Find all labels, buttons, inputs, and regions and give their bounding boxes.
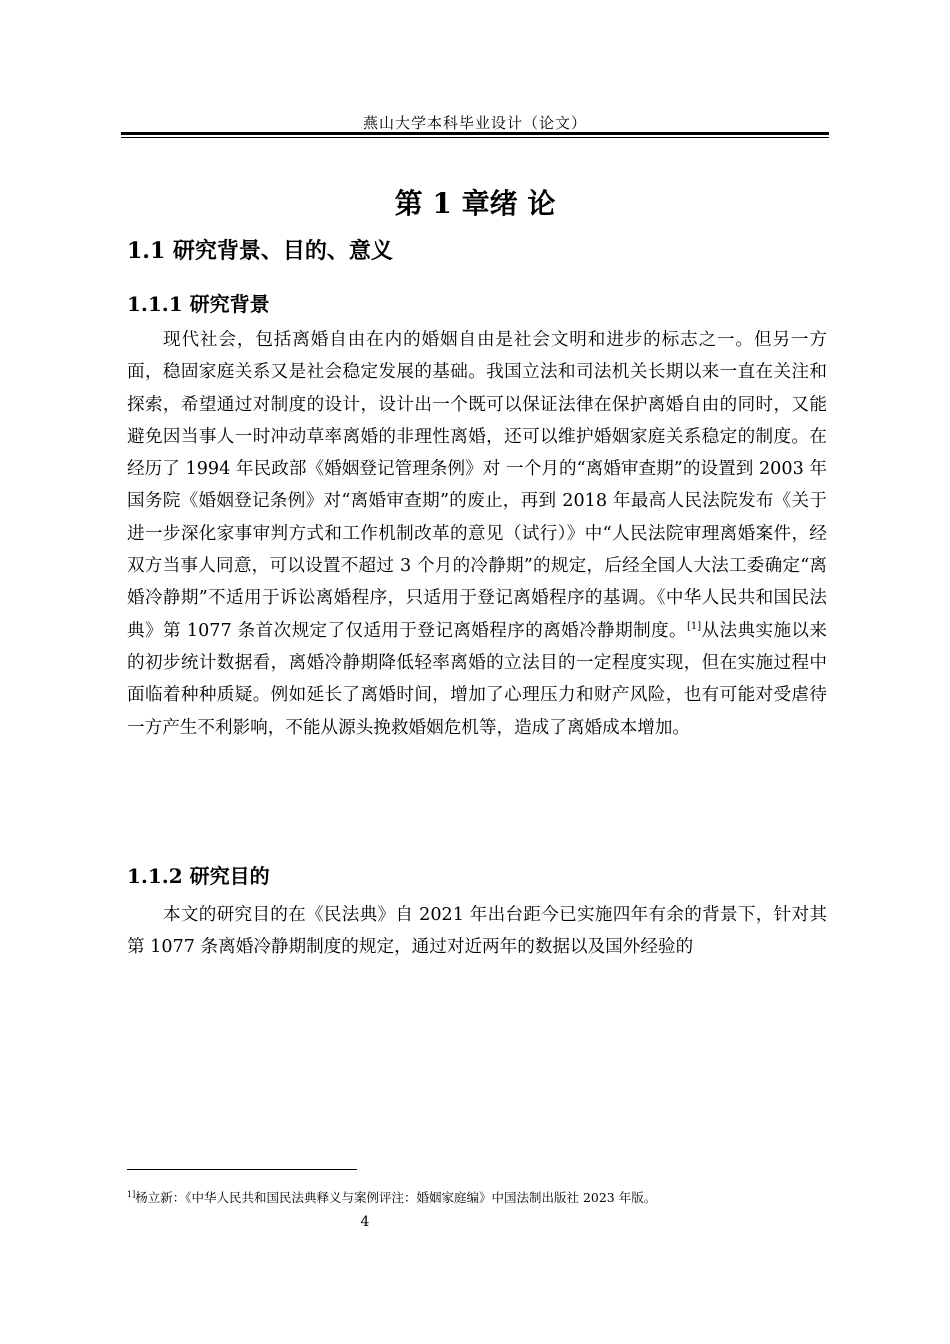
paragraph-background <box>127 324 827 744</box>
subsection-heading-purpose: 1.1.2 研究目的 <box>127 864 270 888</box>
paragraph-background-text-a: 现代社会，包括离婚自由在内的婚姻自由是社会文明和进步的标志之一。但另一方面，稳固家庭关系又是社会稳定发展的基础。我国立法和司法机关长期以来一直在关注和探索，希望通过对制度的设计，设计出一个既可以保证法律在保护离婚自由的同时，又能避免因当事人一时冲动草率离婚的非理性离婚，还可以维护婚姻家庭关系稳定的制度。在经历了 1994 年民政部《婚姻登记管理条例》对 一个月的“离婚审查期”的设置到 2003 年国务院《婚姻登记条例》对“离婚审查期”的废止，再到 2018 年最高人民法院发布《关于进一步深化家事审判方式和工作机制改革的意见（试行）》中“人民法院审理离婚案件，经双方当事人同意，可以设置不超过 3 个月的冷静期”的规定，后经全国人大法工委确定“离婚冷静期”不适用于诉讼离婚程序，只适用于登记离婚程序的基调。《中华人民共和国民法典》第 1077 条首次规定了仅适用于登记离婚程序的离婚冷静期制度。 <box>127 330 827 641</box>
paragraph-background-text-b: 从法典实施以来的初步统计数据看，离婚冷静期降低轻率离婚的立法目的一定程度实现，但在实施过程中面临着种种质疑。例如延长了离婚时间，增加了心理压力和财产风险，也有可能对受虐待一方产生不利影响，不能从源头挽救婚姻危机等，造成了离婚成本增加。 <box>127 620 827 738</box>
paragraph-purpose: 本文的研究目的在《民法典》自 2021 年出台距今已实施四年有余的背景下，针对其第 1077 条离婚冷静期制度的规定，通过对近两年的数据以及国外经验的 <box>127 905 827 958</box>
chapter-title: 第 1 章绪 论 <box>394 187 556 220</box>
page-number: 4 <box>360 1214 370 1230</box>
footnote-text: 杨立新：《中华人民共和国民法典释义与案例评注：婚姻家庭编》中国法制出版社 2023 年版。 <box>135 1190 657 1205</box>
footnote-separator <box>127 1169 357 1170</box>
header-rule-thick <box>121 132 829 135</box>
citation-marker: [1] <box>687 620 702 632</box>
footnote-marker: 1] <box>127 1189 136 1199</box>
header-rule-thin <box>121 137 829 138</box>
section-heading: 1.1 研究背景、目的、意义 <box>127 238 393 264</box>
footnote <box>127 1188 656 1206</box>
page-header: 燕山大学本科毕业设计（论文） <box>362 114 587 132</box>
subsection-heading-background: 1.1.1 研究背景 <box>127 292 270 316</box>
